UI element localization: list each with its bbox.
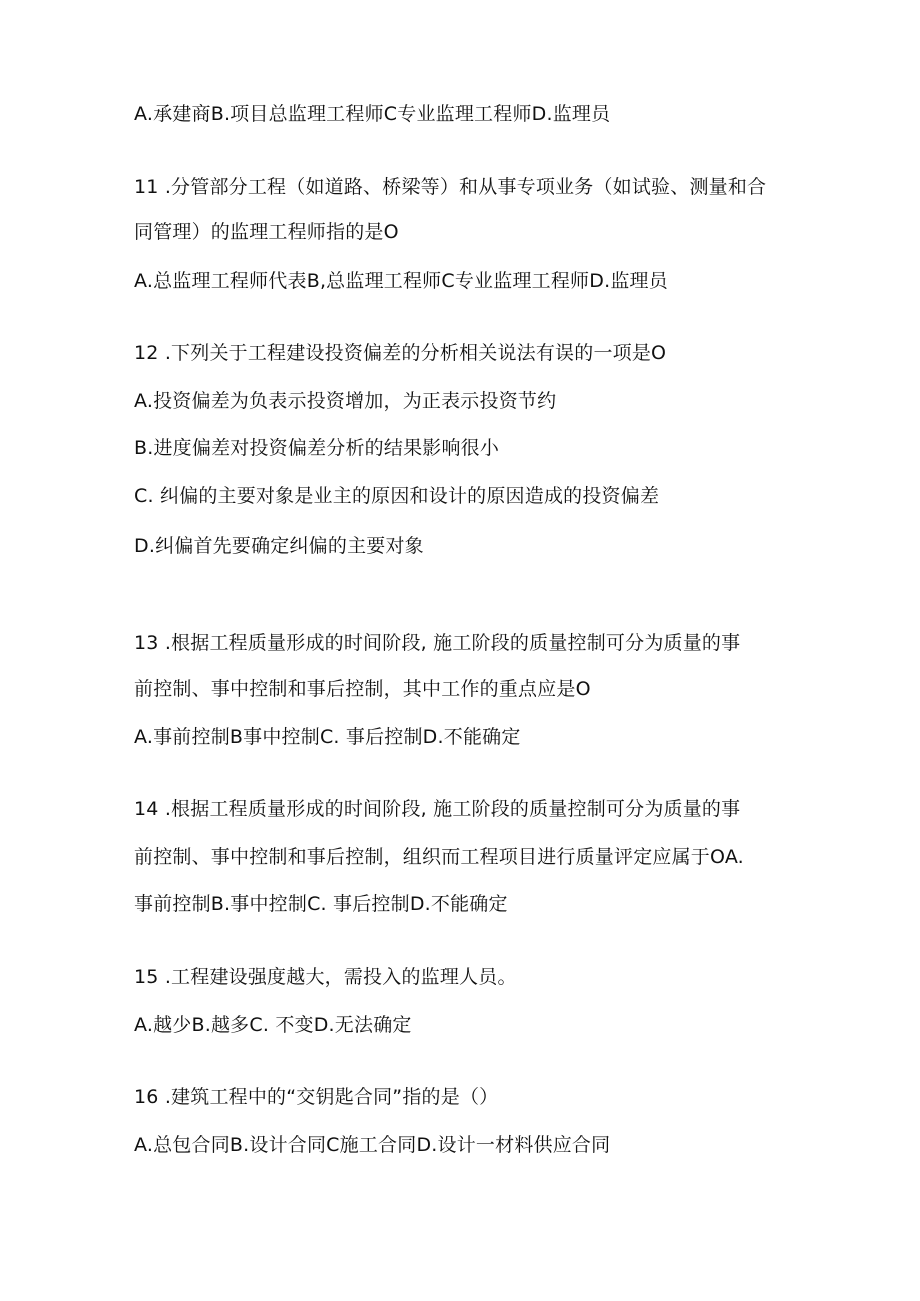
q12-option-c: C. 纠偏的主要对象是业主的原因和设计的原因造成的投资偏差 — [134, 485, 660, 507]
q13-text-line-1: 13 .根据工程质量形成的时间阶段, 施工阶段的质量控制可分为质量的事 — [134, 632, 741, 654]
q14-text-line-1: 14 .根据工程质量形成的时间阶段, 施工阶段的质量控制可分为质量的事 — [134, 798, 741, 820]
q12-text: 12 .下列关于工程建设投资偏差的分析相关说法有误的一项是O — [134, 342, 667, 364]
q16-options: A.总包合同B.设计合同C施工合同D.设计一材料供应合同 — [134, 1134, 611, 1156]
q15-text: 15 .工程建设强度越大，需投入的监理人员。 — [134, 966, 517, 988]
q14-options: 事前控制B.事中控制C. 事后控制D.不能确定 — [134, 893, 508, 915]
q14-text-line-2: 前控制、事中控制和事后控制，组织而工程项目进行质量评定应属于OA. — [134, 846, 744, 868]
q12-option-a: A.投资偏差为负表示投资增加，为正表示投资节约 — [134, 390, 557, 412]
q13-options: A.事前控制B事中控制C. 事后控制D.不能确定 — [134, 726, 521, 748]
q16-text: 16 .建筑工程中的“交钥匙合同”指的是（） — [134, 1086, 499, 1108]
q10-options: A.承建商B.项目总监理工程师C专业监理工程师D.监理员 — [134, 103, 611, 125]
q11-text-line-1: 11 .分管部分工程（如道路、桥梁等）和从事专项业务（如试验、测量和合 — [134, 176, 767, 198]
q12-option-b: B.进度偏差对投资偏差分析的结果影响很小 — [134, 437, 500, 459]
q15-options: A.越少B.越多C. 不变D.无法确定 — [134, 1014, 412, 1036]
q11-options: A.总监理工程师代表B,总监理工程师C专业监理工程师D.监理员 — [134, 270, 668, 292]
q11-text-line-2: 同管理）的监理工程师指的是O — [134, 221, 399, 243]
q12-option-d: D.纠偏首先要确定纠偏的主要对象 — [134, 535, 424, 557]
q13-text-line-2: 前控制、事中控制和事后控制，其中工作的重点应是O — [134, 678, 591, 700]
